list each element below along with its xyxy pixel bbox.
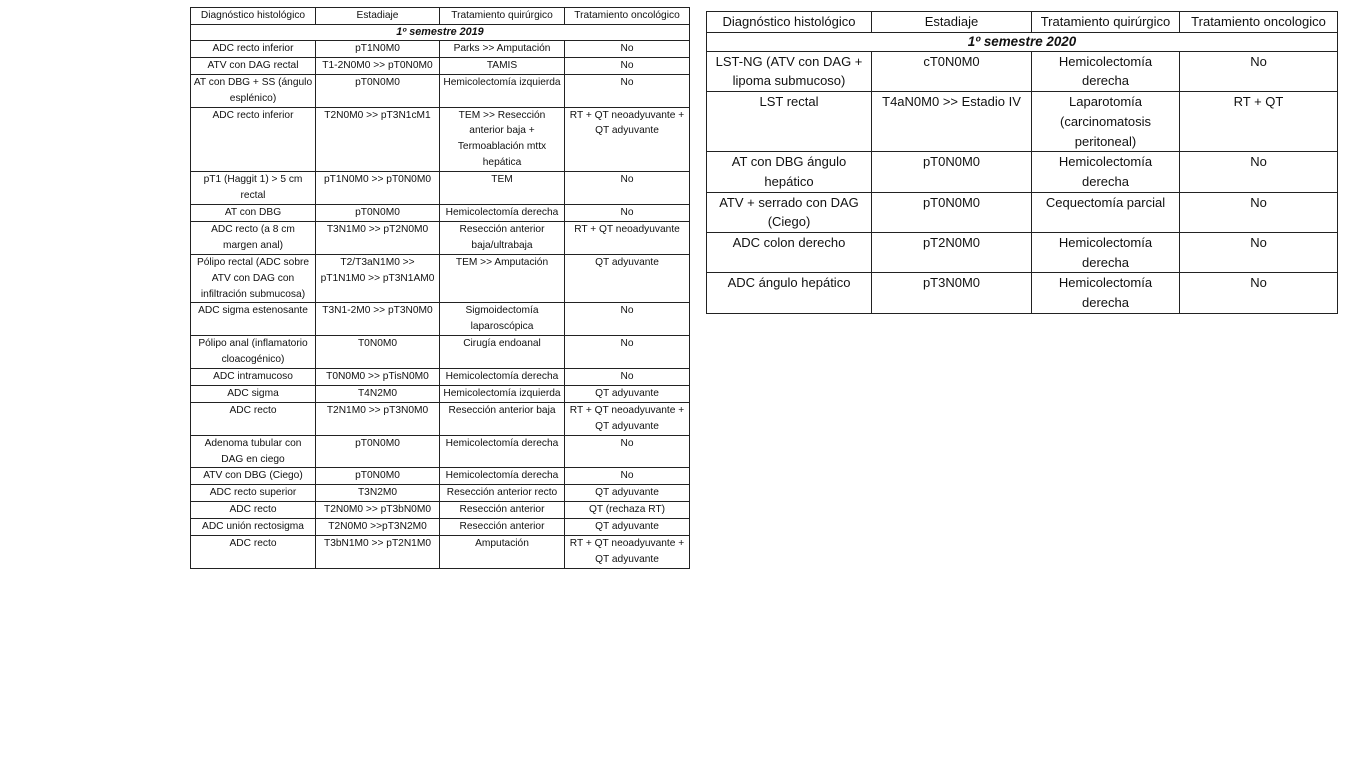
cell-estadiaje: T2N1M0 >> pT3N0M0 xyxy=(316,402,440,435)
table-row xyxy=(191,402,690,435)
cell-estadiaje: pT0N0M0 xyxy=(872,152,1032,192)
semester-label: 1º semestre 2020 xyxy=(707,32,1338,51)
cell-estadiaje: T3bN1M0 >> pT2N1M0 xyxy=(316,536,440,569)
cell-tratamiento-oncologico: QT adyuvante xyxy=(565,519,690,536)
table-row xyxy=(191,57,690,74)
cell-diagnostico: ADC intramucoso xyxy=(191,369,316,386)
cell-tratamiento-oncologico: No xyxy=(1180,51,1338,91)
header-estadiaje: Estadiaje xyxy=(316,8,440,25)
cell-estadiaje: pT3N0M0 xyxy=(872,273,1032,313)
cell-tratamiento-oncologico: No xyxy=(1180,273,1338,313)
header-row xyxy=(191,8,690,25)
cell-tratamiento-quirurgico: Resección anterior xyxy=(440,502,565,519)
header-tratamiento-quirurgico: Tratamiento quirúrgico xyxy=(440,8,565,25)
cell-diagnostico: Pólipo anal (inflamatorio cloacogénico) xyxy=(191,336,316,369)
cell-tratamiento-oncologico: No xyxy=(565,435,690,468)
cell-estadiaje: T3N2M0 xyxy=(316,485,440,502)
table-row xyxy=(191,221,690,254)
cell-estadiaje: T3N1M0 >> pT2N0M0 xyxy=(316,221,440,254)
cell-diagnostico: ADC recto xyxy=(191,502,316,519)
cell-tratamiento-oncologico: QT adyuvante xyxy=(565,385,690,402)
table-row xyxy=(191,204,690,221)
cell-estadiaje: pT1N0M0 xyxy=(316,40,440,57)
cell-tratamiento-quirurgico: Hemicolectomía izquierda xyxy=(440,74,565,107)
cell-tratamiento-oncologico: No xyxy=(565,172,690,205)
cell-tratamiento-oncologico: No xyxy=(1180,152,1338,192)
cell-tratamiento-quirurgico: Hemicolectomía derecha xyxy=(440,468,565,485)
cell-tratamiento-oncologico: QT adyuvante xyxy=(565,254,690,303)
cell-tratamiento-oncologico: No xyxy=(565,336,690,369)
cell-diagnostico: pT1 (Haggit 1) > 5 cm rectal xyxy=(191,172,316,205)
table-row xyxy=(707,192,1338,232)
header-estadiaje: Estadiaje xyxy=(872,12,1032,33)
table-body xyxy=(191,40,690,568)
header-tratamiento-oncologico: Tratamiento oncologico xyxy=(1180,12,1338,33)
header-tratamiento-oncologico: Tratamiento oncológico xyxy=(565,8,690,25)
table-body xyxy=(707,51,1338,313)
cell-estadiaje: pT0N0M0 xyxy=(872,192,1032,232)
cell-tratamiento-quirurgico: Resección anterior recto xyxy=(440,485,565,502)
cell-estadiaje: T4aN0M0 >> Estadio IV xyxy=(872,92,1032,152)
cell-estadiaje: T0N0M0 >> pTisN0M0 xyxy=(316,369,440,386)
cell-diagnostico: ATV con DAG rectal xyxy=(191,57,316,74)
cell-estadiaje: pT0N0M0 xyxy=(316,435,440,468)
cell-diagnostico: ADC recto superior xyxy=(191,485,316,502)
cell-estadiaje: T2N0M0 >> pT3N1cM1 xyxy=(316,107,440,172)
cell-tratamiento-quirurgico: TAMIS xyxy=(440,57,565,74)
cell-diagnostico: AT con DBG + SS (ángulo esplénico) xyxy=(191,74,316,107)
table-row xyxy=(707,51,1338,91)
cell-tratamiento-oncologico: RT + QT xyxy=(1180,92,1338,152)
cell-estadiaje: pT1N0M0 >> pT0N0M0 xyxy=(316,172,440,205)
cell-tratamiento-oncologico: No xyxy=(565,74,690,107)
cell-estadiaje: T2/T3aN1M0 >> pT1N1M0 >> pT3N1AM0 xyxy=(316,254,440,303)
cell-estadiaje: T2N0M0 >>pT3N2M0 xyxy=(316,519,440,536)
cell-diagnostico: ADC recto xyxy=(191,402,316,435)
cell-tratamiento-oncologico: RT + QT neoadyuvante + QT adyuvante xyxy=(565,402,690,435)
cell-tratamiento-quirurgico: Resección anterior baja xyxy=(440,402,565,435)
cell-tratamiento-quirurgico: Cequectomía parcial xyxy=(1032,192,1180,232)
cell-tratamiento-quirurgico: Hemicolectomía izquierda xyxy=(440,385,565,402)
table-row xyxy=(191,502,690,519)
cell-tratamiento-quirurgico: Resección anterior xyxy=(440,519,565,536)
cell-tratamiento-quirurgico: Resección anterior baja/ultrabaja xyxy=(440,221,565,254)
table-row xyxy=(191,435,690,468)
cell-diagnostico: ATV con DBG (Ciego) xyxy=(191,468,316,485)
table-row xyxy=(191,172,690,205)
cell-tratamiento-quirurgico: Hemicolectomía derecha xyxy=(1032,152,1180,192)
semester-label: 1º semestre 2019 xyxy=(191,24,690,40)
cell-diagnostico: Pólipo rectal (ADC sobre ATV con DAG con infiltración submucosa) xyxy=(191,254,316,303)
cell-tratamiento-oncologico: QT (rechaza RT) xyxy=(565,502,690,519)
table-row xyxy=(191,254,690,303)
header-diagnostico: Diagnóstico histológico xyxy=(707,12,872,33)
cell-tratamiento-quirurgico: Hemicolectomía derecha xyxy=(440,204,565,221)
semester-row xyxy=(191,24,690,40)
cell-tratamiento-oncologico: No xyxy=(565,369,690,386)
cell-tratamiento-oncologico: RT + QT neoadyuvante xyxy=(565,221,690,254)
cell-diagnostico: ADC recto inferior xyxy=(191,40,316,57)
cell-diagnostico: ADC recto xyxy=(191,536,316,569)
cell-tratamiento-oncologico: QT adyuvante xyxy=(565,485,690,502)
cell-tratamiento-quirurgico: Laparotomía (carcinomatosis peritoneal) xyxy=(1032,92,1180,152)
cell-diagnostico: ATV + serrado con DAG (Ciego) xyxy=(707,192,872,232)
cell-tratamiento-quirurgico: Parks >> Amputación xyxy=(440,40,565,57)
cell-tratamiento-quirurgico: Cirugía endoanal xyxy=(440,336,565,369)
cell-diagnostico: AT con DBG xyxy=(191,204,316,221)
cell-estadiaje: T3N1-2M0 >> pT3N0M0 xyxy=(316,303,440,336)
table-row xyxy=(191,468,690,485)
cell-diagnostico: ADC ángulo hepático xyxy=(707,273,872,313)
cell-tratamiento-quirurgico: TEM >> Resección anterior baja + Termoablación mttx hepática xyxy=(440,107,565,172)
cell-diagnostico: Adenoma tubular con DAG en ciego xyxy=(191,435,316,468)
cell-diagnostico: AT con DBG ángulo hepático xyxy=(707,152,872,192)
table-row xyxy=(707,92,1338,152)
table-row xyxy=(191,74,690,107)
semester-row xyxy=(707,32,1338,51)
header-diagnostico: Diagnóstico histológico xyxy=(191,8,316,25)
cell-estadiaje: cT0N0M0 xyxy=(872,51,1032,91)
cell-tratamiento-oncologico: No xyxy=(565,204,690,221)
cell-tratamiento-oncologico: RT + QT neoadyuvante + QT adyuvante xyxy=(565,107,690,172)
table-row xyxy=(707,233,1338,273)
cell-diagnostico: ADC sigma xyxy=(191,385,316,402)
cell-estadiaje: T1-2N0M0 >> pT0N0M0 xyxy=(316,57,440,74)
table-row xyxy=(191,40,690,57)
cell-tratamiento-oncologico: No xyxy=(565,40,690,57)
table-row xyxy=(707,273,1338,313)
table-row xyxy=(191,369,690,386)
cell-diagnostico: ADC recto inferior xyxy=(191,107,316,172)
table-row xyxy=(191,536,690,569)
table-row xyxy=(191,303,690,336)
cell-estadiaje: pT0N0M0 xyxy=(316,468,440,485)
cell-tratamiento-quirurgico: Hemicolectomía derecha xyxy=(1032,273,1180,313)
cell-tratamiento-quirurgico: Amputación xyxy=(440,536,565,569)
cell-tratamiento-quirurgico: TEM >> Amputación xyxy=(440,254,565,303)
cell-diagnostico: LST-NG (ATV con DAG + lipoma submucoso) xyxy=(707,51,872,91)
cell-tratamiento-quirurgico: Hemicolectomía derecha xyxy=(440,435,565,468)
table-row xyxy=(191,485,690,502)
cell-tratamiento-oncologico: No xyxy=(565,468,690,485)
cell-diagnostico: ADC colon derecho xyxy=(707,233,872,273)
cell-tratamiento-oncologico: No xyxy=(565,57,690,74)
cell-tratamiento-quirurgico: Hemicolectomía derecha xyxy=(1032,51,1180,91)
cell-diagnostico: LST rectal xyxy=(707,92,872,152)
header-row xyxy=(707,12,1338,33)
cell-tratamiento-quirurgico: Sigmoidectomía laparoscópica xyxy=(440,303,565,336)
table-row xyxy=(191,107,690,172)
cell-estadiaje: pT0N0M0 xyxy=(316,74,440,107)
cell-diagnostico: ADC unión rectosigma xyxy=(191,519,316,536)
cell-tratamiento-quirurgico: Hemicolectomía derecha xyxy=(1032,233,1180,273)
cell-tratamiento-oncologico: No xyxy=(1180,233,1338,273)
cell-tratamiento-oncologico: RT + QT neoadyuvante + QT adyuvante xyxy=(565,536,690,569)
table-2020 xyxy=(706,11,1338,314)
table-row xyxy=(707,152,1338,192)
cell-tratamiento-quirurgico: Hemicolectomía derecha xyxy=(440,369,565,386)
cell-estadiaje: T4N2M0 xyxy=(316,385,440,402)
cell-diagnostico: ADC sigma estenosante xyxy=(191,303,316,336)
table-row xyxy=(191,336,690,369)
cell-tratamiento-quirurgico: TEM xyxy=(440,172,565,205)
table-row xyxy=(191,385,690,402)
cell-estadiaje: T2N0M0 >> pT3bN0M0 xyxy=(316,502,440,519)
cell-estadiaje: pT2N0M0 xyxy=(872,233,1032,273)
cell-diagnostico: ADC recto (a 8 cm margen anal) xyxy=(191,221,316,254)
cell-tratamiento-oncologico: No xyxy=(565,303,690,336)
table-2019 xyxy=(190,7,690,569)
cell-tratamiento-oncologico: No xyxy=(1180,192,1338,232)
cell-estadiaje: pT0N0M0 xyxy=(316,204,440,221)
header-tratamiento-quirurgico: Tratamiento quirúrgico xyxy=(1032,12,1180,33)
table-row xyxy=(191,519,690,536)
cell-estadiaje: T0N0M0 xyxy=(316,336,440,369)
